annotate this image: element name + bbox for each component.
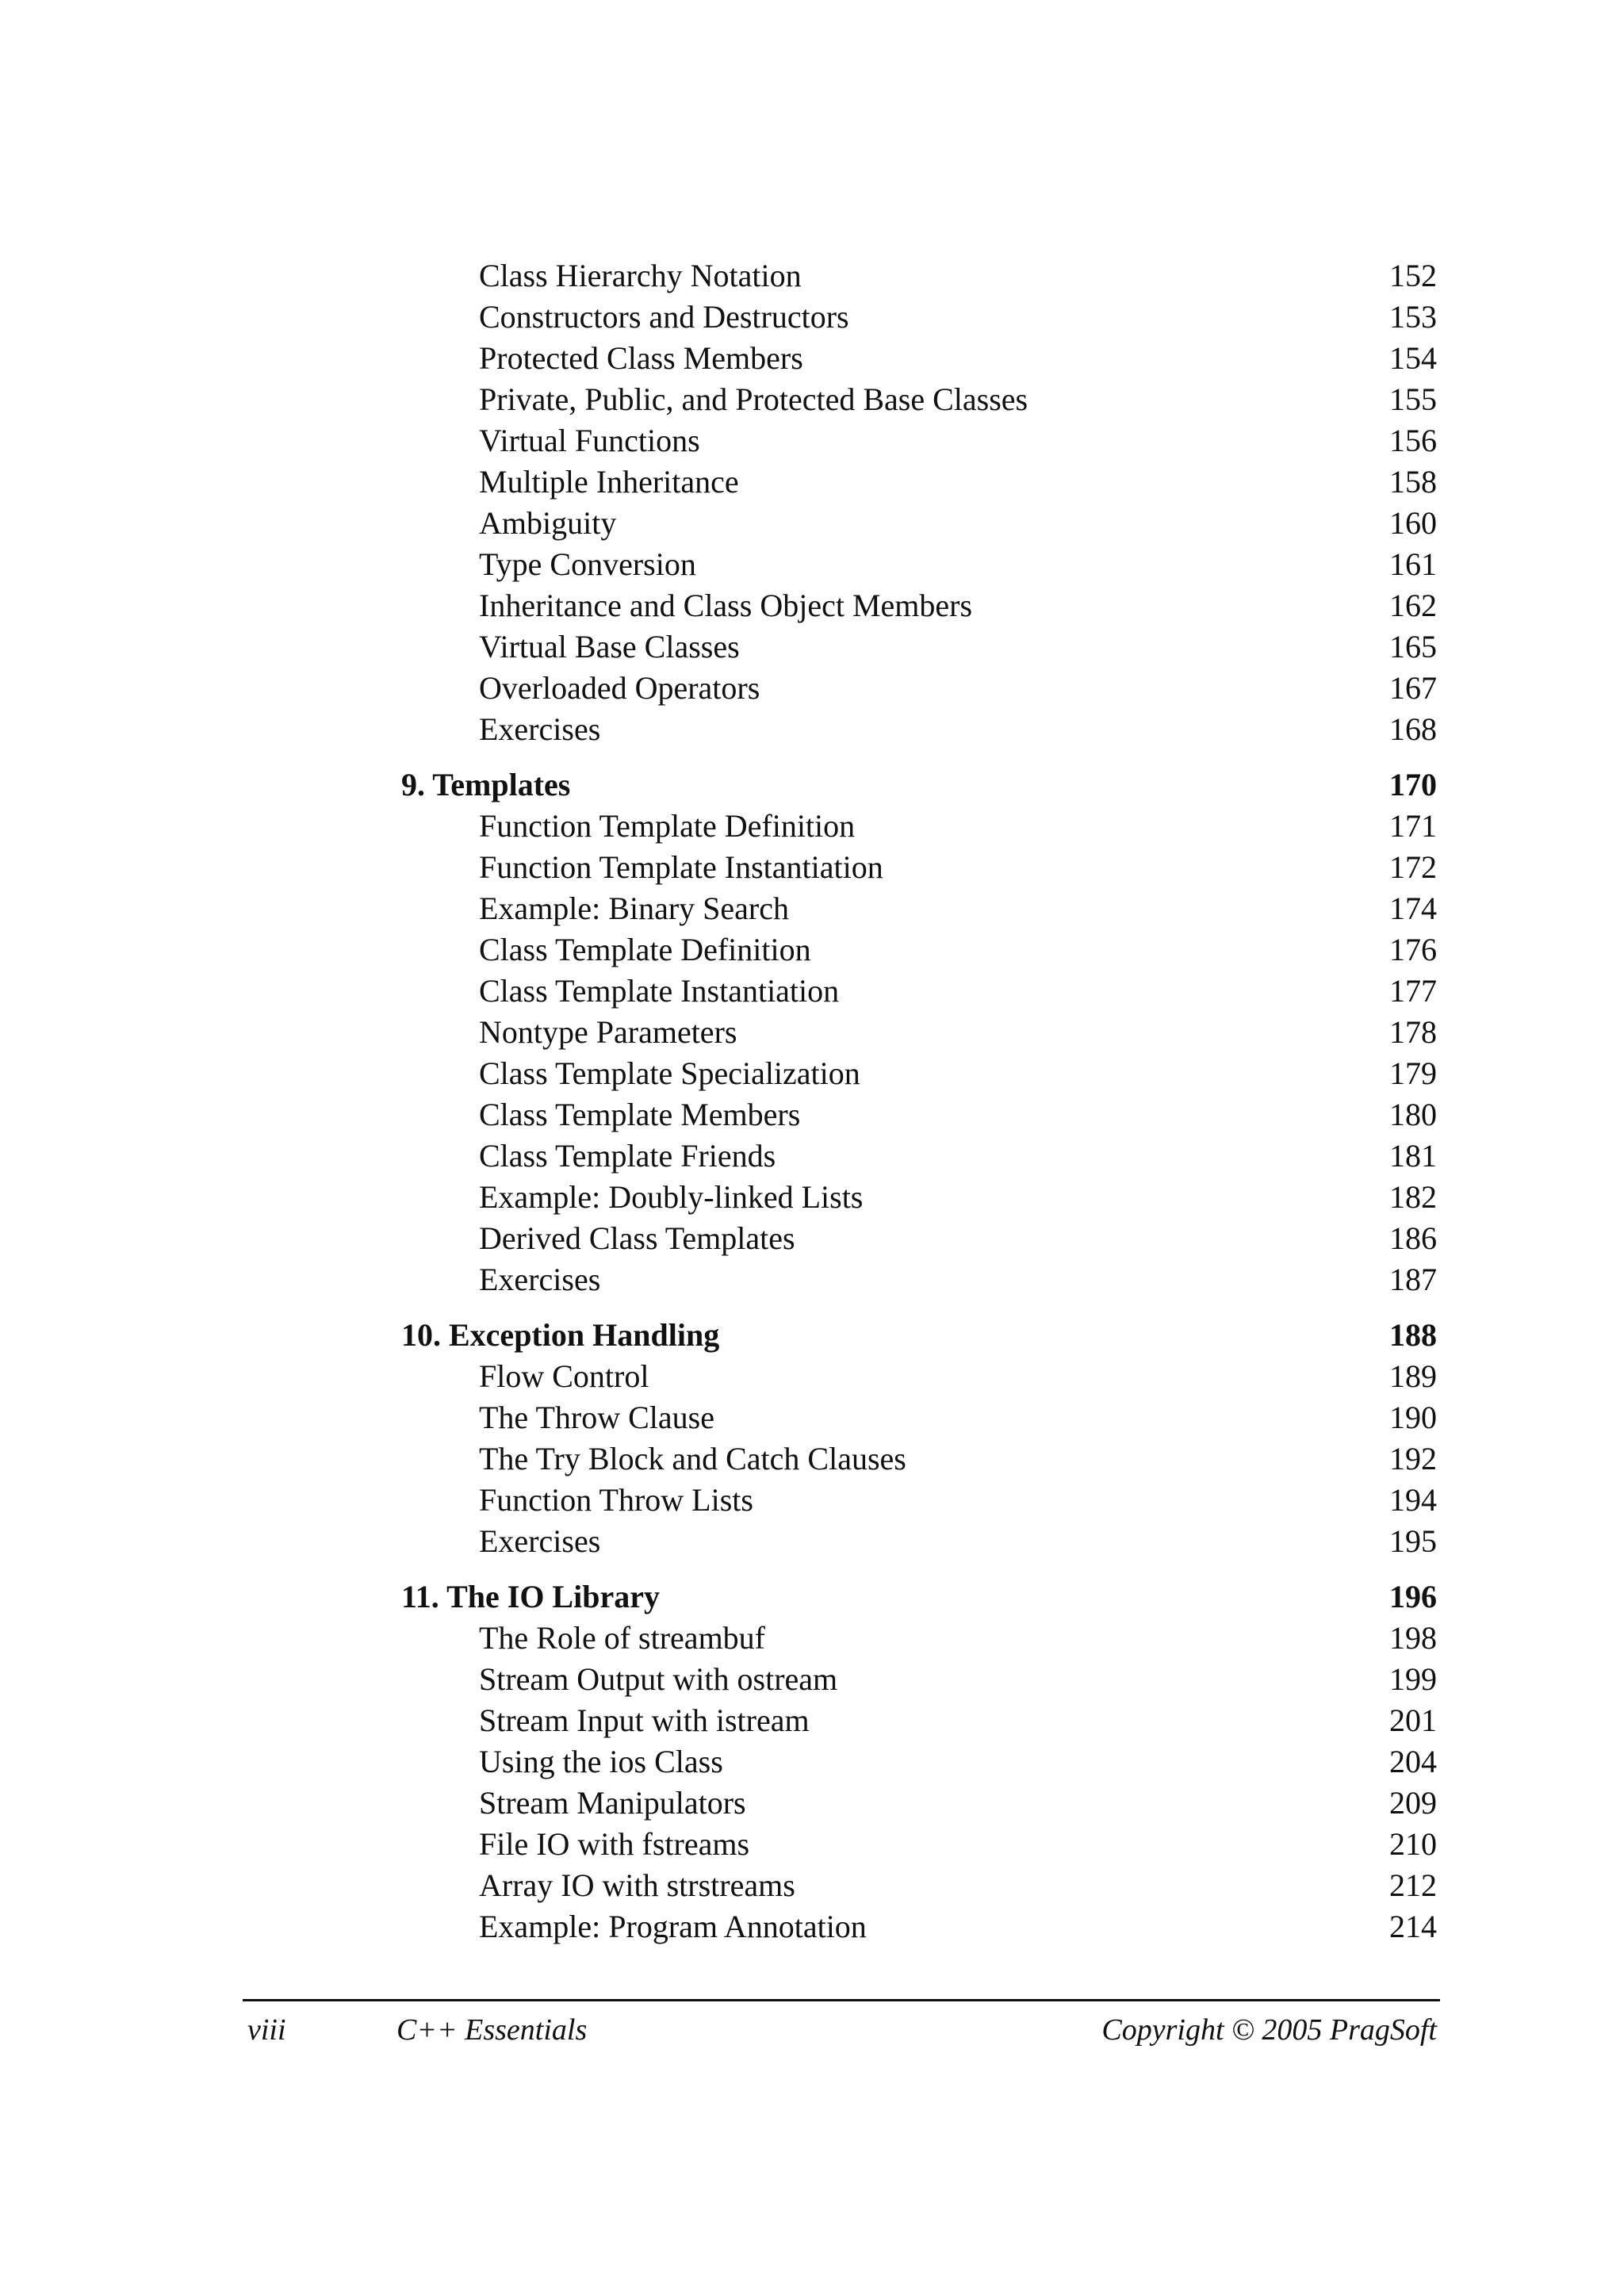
toc-entry <box>401 1659 1437 1700</box>
entry-title: Using the ios Class <box>479 1744 723 1779</box>
entry-title: Stream Manipulators <box>479 1785 746 1821</box>
chapter-title: 11. The IO Library <box>401 1579 660 1614</box>
page-number-ref: 178 <box>1389 1014 1437 1050</box>
chapter-title: 9. Templates <box>401 767 571 802</box>
entry-title: Type Conversion <box>479 546 696 582</box>
toc-entry <box>401 1618 1437 1659</box>
toc-chapter-heading <box>401 764 1437 806</box>
entry-title: Constructors and Destructors <box>479 299 849 335</box>
toc-entry <box>401 297 1437 338</box>
entry-title: Flow Control <box>479 1358 649 1394</box>
entry-title: Overloaded Operators <box>479 670 760 706</box>
entry-title: The Try Block and Catch Clauses <box>479 1441 906 1476</box>
toc-entry <box>401 420 1437 461</box>
entry-title: Ambiguity <box>479 505 617 541</box>
toc-entry <box>401 503 1437 544</box>
entry-title: Function Throw Lists <box>479 1482 753 1518</box>
entry-title: Array IO with strstreams <box>479 1867 795 1903</box>
page-number-ref: 186 <box>1389 1220 1437 1256</box>
entry-title: Virtual Functions <box>479 423 700 458</box>
toc-entry <box>401 1865 1437 1906</box>
toc-chapter-heading <box>401 1576 1437 1618</box>
page-number-ref: 196 <box>1389 1579 1437 1614</box>
toc-entry <box>401 1741 1437 1783</box>
toc-entry <box>401 1480 1437 1521</box>
page-number-ref: 176 <box>1389 932 1437 967</box>
entry-title: Exercises <box>479 711 601 747</box>
toc-entry <box>401 1136 1437 1177</box>
entry-title: Class Template Specialization <box>479 1055 860 1091</box>
page-number-ref: 188 <box>1389 1317 1437 1353</box>
page-number-ref: 201 <box>1389 1702 1437 1738</box>
page-number-ref: 174 <box>1389 890 1437 926</box>
entry-title: Stream Output with ostream <box>479 1661 838 1697</box>
page-number-ref: 180 <box>1389 1097 1437 1132</box>
page-number-ref: 156 <box>1389 423 1437 458</box>
toc-entry <box>401 929 1437 971</box>
toc-entry <box>401 1824 1437 1865</box>
entry-title: Function Template Instantiation <box>479 849 883 885</box>
entry-title: Virtual Base Classes <box>479 629 740 664</box>
toc-entry <box>401 544 1437 585</box>
entry-title: Example: Binary Search <box>479 890 789 926</box>
toc-entry <box>401 1521 1437 1562</box>
page-number-ref: 214 <box>1389 1909 1437 1944</box>
toc-entry <box>401 585 1437 626</box>
page-number-ref: 198 <box>1389 1620 1437 1656</box>
toc-entry <box>401 709 1437 750</box>
toc-entry <box>401 1700 1437 1741</box>
toc-entry <box>401 888 1437 929</box>
entry-title: Example: Doubly-linked Lists <box>479 1179 864 1215</box>
toc-entry <box>401 668 1437 709</box>
entry-title: File IO with fstreams <box>479 1826 750 1862</box>
page-number: viii <box>247 2013 286 2047</box>
page-number-ref: 179 <box>1389 1055 1437 1091</box>
toc-entry <box>401 847 1437 888</box>
toc-chapter-heading <box>401 1315 1437 1356</box>
book-title: C++ Essentials <box>396 2013 588 2047</box>
toc-entry <box>401 806 1437 847</box>
toc-entry <box>401 1053 1437 1094</box>
entry-title: Class Template Instantiation <box>479 973 840 1009</box>
toc-entry <box>401 1438 1437 1480</box>
toc-entry <box>401 1356 1437 1397</box>
page-number-ref: 190 <box>1389 1400 1437 1435</box>
page-number-ref: 192 <box>1389 1441 1437 1476</box>
page-number-ref: 187 <box>1389 1262 1437 1297</box>
page-number-ref: 177 <box>1389 973 1437 1009</box>
toc-entry <box>401 338 1437 379</box>
toc-entry <box>401 1177 1437 1218</box>
toc-entry <box>401 1012 1437 1053</box>
toc-entry <box>401 1783 1437 1824</box>
page-number-ref: 165 <box>1389 629 1437 664</box>
entry-title: Multiple Inheritance <box>479 464 739 500</box>
entry-title: Class Hierarchy Notation <box>479 258 802 293</box>
page-number-ref: 210 <box>1389 1826 1437 1862</box>
page-number-ref: 212 <box>1389 1867 1437 1903</box>
toc-entry <box>401 1094 1437 1136</box>
toc-entry <box>401 461 1437 503</box>
page-number-ref: 162 <box>1389 588 1437 623</box>
page-number-ref: 161 <box>1389 546 1437 582</box>
toc-entry <box>401 1218 1437 1259</box>
page-number-ref: 167 <box>1389 670 1437 706</box>
page-number-ref: 170 <box>1389 767 1437 802</box>
entry-title: Class Template Friends <box>479 1138 776 1174</box>
page-number-ref: 181 <box>1389 1138 1437 1174</box>
page-number-ref: 168 <box>1389 711 1437 747</box>
page-number-ref: 152 <box>1389 258 1437 293</box>
page-number-ref: 204 <box>1389 1744 1437 1779</box>
entry-title: Class Template Definition <box>479 932 811 967</box>
toc-entry <box>401 971 1437 1012</box>
page-number-ref: 153 <box>1389 299 1437 335</box>
table-of-contents <box>401 255 1437 1947</box>
page-number-ref: 158 <box>1389 464 1437 500</box>
toc-entry <box>401 1906 1437 1947</box>
entry-title: Exercises <box>479 1262 601 1297</box>
entry-title: Exercises <box>479 1523 601 1559</box>
toc-entry <box>401 1259 1437 1300</box>
entry-title: Example: Program Annotation <box>479 1909 867 1944</box>
copyright-notice: Copyright © 2005 PragSoft <box>1101 2013 1437 2047</box>
toc-entry <box>401 255 1437 297</box>
page-number-ref: 171 <box>1389 808 1437 844</box>
page-number-ref: 209 <box>1389 1785 1437 1821</box>
entry-title: Derived Class Templates <box>479 1220 795 1256</box>
toc-entry <box>401 626 1437 668</box>
entry-title: Inheritance and Class Object Members <box>479 588 973 623</box>
page-number-ref: 194 <box>1389 1482 1437 1518</box>
entry-title: Nontype Parameters <box>479 1014 737 1050</box>
entry-title: Private, Public, and Protected Base Classes <box>479 381 1028 417</box>
toc-entry <box>401 379 1437 420</box>
page-number-ref: 189 <box>1389 1358 1437 1394</box>
page-number-ref: 160 <box>1389 505 1437 541</box>
page-number-ref: 172 <box>1389 849 1437 885</box>
entry-title: The Throw Clause <box>479 1400 714 1435</box>
toc-entry <box>401 1397 1437 1438</box>
entry-title: Class Template Members <box>479 1097 801 1132</box>
page-number-ref: 195 <box>1389 1523 1437 1559</box>
page-number-ref: 199 <box>1389 1661 1437 1697</box>
page-footer <box>243 1999 1440 2049</box>
page-number-ref: 154 <box>1389 340 1437 376</box>
page-number-ref: 155 <box>1389 381 1437 417</box>
page-number-ref: 182 <box>1389 1179 1437 1215</box>
chapter-title: 10. Exception Handling <box>401 1317 720 1353</box>
entry-title: The Role of streambuf <box>479 1620 765 1656</box>
entry-title: Stream Input with istream <box>479 1702 810 1738</box>
entry-title: Function Template Definition <box>479 808 856 844</box>
entry-title: Protected Class Members <box>479 340 803 376</box>
